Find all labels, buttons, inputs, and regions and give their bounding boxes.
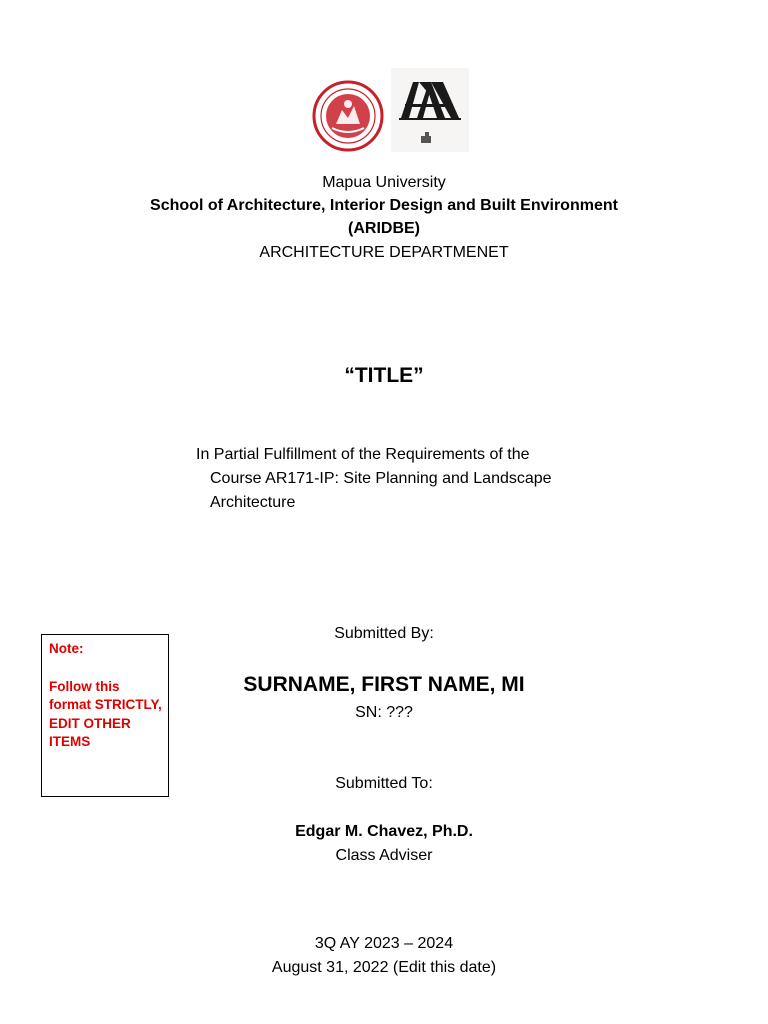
note-box [41, 634, 169, 797]
submitted-by-label: Submitted By: [334, 625, 434, 642]
note-line-2: format STRICTLY, [49, 697, 162, 712]
note-heading: Note: [49, 641, 84, 656]
note-line-1: Follow this [49, 678, 120, 694]
document-title: “TITLE” [344, 364, 424, 387]
submitted-to-label: Submitted To: [335, 775, 433, 792]
note-line-3: EDIT OTHER [49, 715, 131, 731]
submission-date: August 31, 2022 (Edit this date) [271, 959, 497, 976]
fulfillment-line-2: Course AR171-IP: Site Planning and Landscape [210, 470, 552, 487]
school-abbreviation: (ARIDBE) [348, 220, 420, 237]
note-line-4: ITEMS [49, 734, 91, 749]
adviser-role: Class Adviser [335, 847, 433, 864]
university-name: Mapua University [322, 174, 446, 191]
fulfillment-statement [196, 443, 596, 515]
mapua-seal-logo [312, 80, 384, 152]
student-number: SN: ??? [355, 704, 413, 721]
adviser-name: Edgar M. Chavez, Ph.D. [295, 823, 473, 840]
fulfillment-line-3: Architecture [210, 494, 296, 511]
academic-term: 3Q AY 2023 – 2024 [314, 935, 454, 952]
school-name: School of Architecture, Interior Design and Built Environment [150, 197, 618, 214]
student-name: SURNAME, FIRST NAME, MI [243, 673, 525, 696]
department-name: ARCHITECTURE DEPARTMENET [259, 244, 509, 261]
aridbe-logo [391, 68, 469, 152]
fulfillment-line-1: In Partial Fulfillment of the Requirements of the [196, 446, 530, 463]
